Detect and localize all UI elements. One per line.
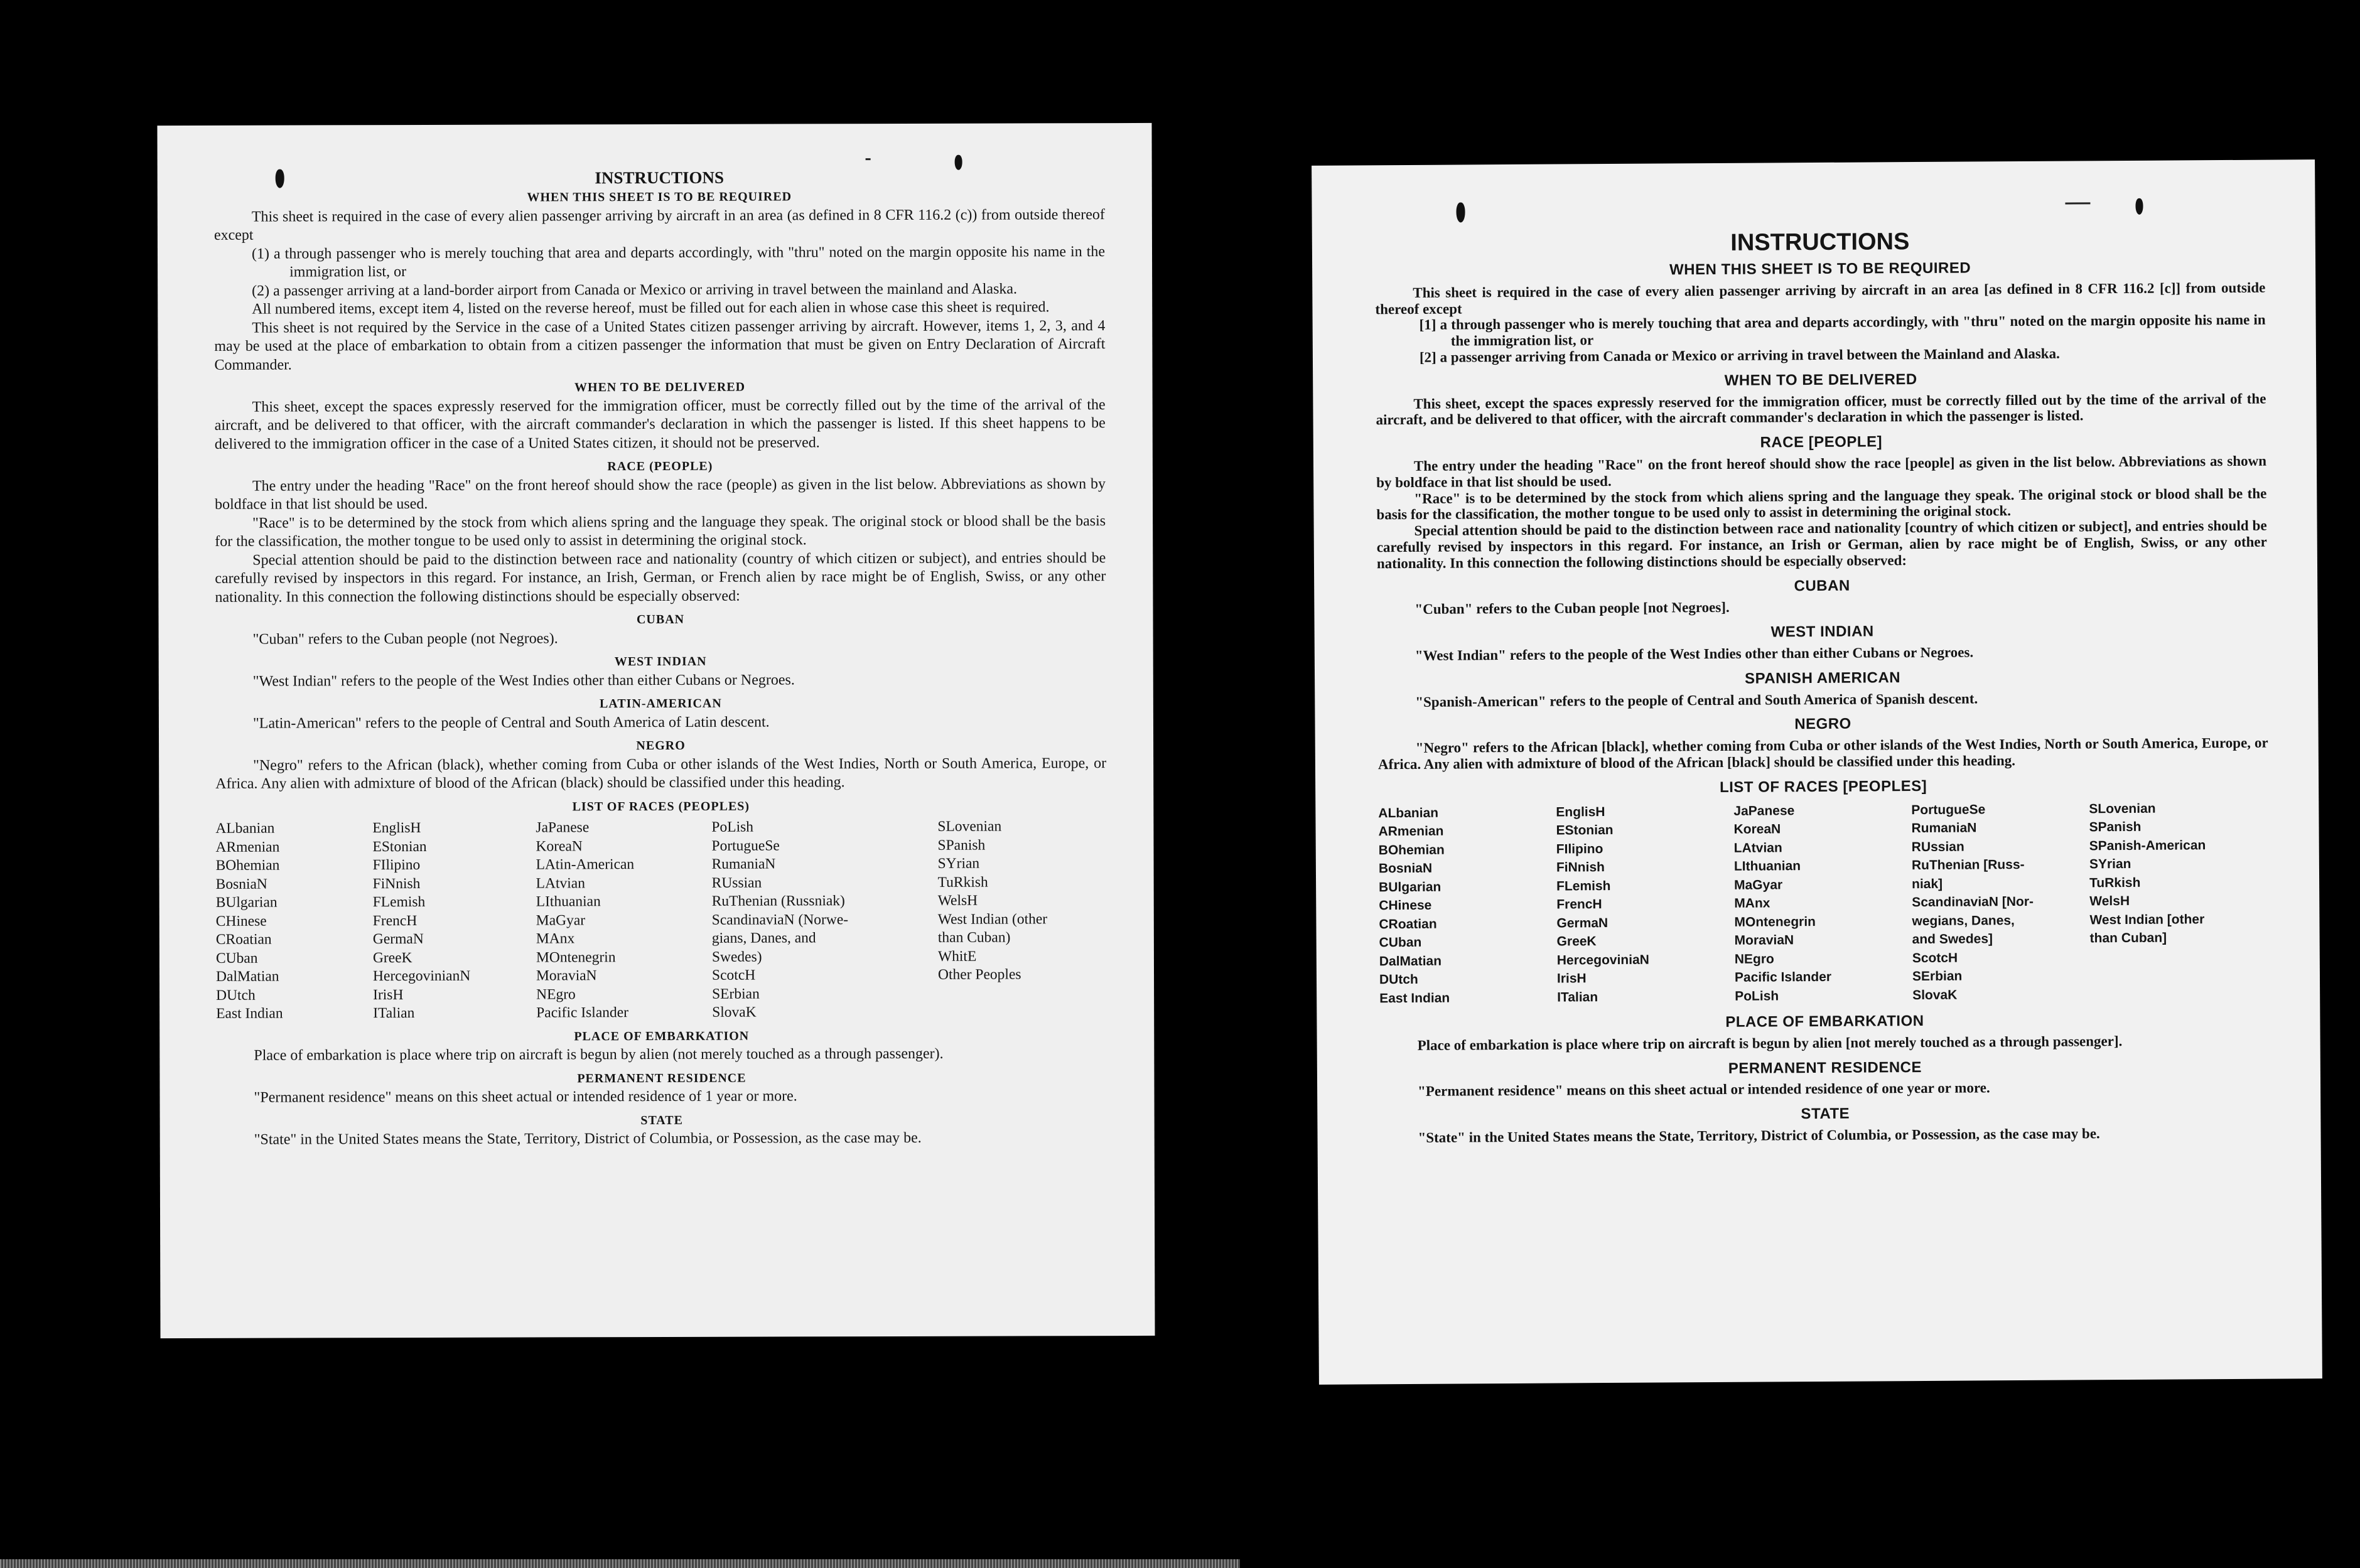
race-item: IrisH: [373, 986, 404, 1003]
section-heading: PERMANENT RESIDENCE: [577, 1071, 746, 1085]
race-item: NEgro: [1734, 951, 1774, 967]
race-item: ALbanian: [215, 820, 275, 837]
not-required-paragraph: This sheet is not required by the Service in the case of a United States citizen passenger arriving by aircraft. However, items 1, 2, 3, and 4 may be used at the place of embarkation to obtain from a citizen passenger the information that must be given on Entry Declaration of Aircraft Commander.: [214, 317, 1106, 373]
intro-paragraph: This sheet is required in the case of every alien passenger arriving by aircraft in an area [as defined in 8 CFR 116.2 [c]] from outside thereof except: [1375, 279, 2266, 317]
race-item: Pacific Islander: [1734, 969, 1832, 985]
race-item: GreeK: [1556, 934, 1597, 949]
race-item: MAnx: [536, 930, 575, 947]
race-item: LAtin-American: [536, 856, 635, 873]
race-item: ScandinaviaN [Nor- wegians, Danes, and Swedes]: [1912, 894, 2034, 947]
race-item: PoLish: [711, 819, 754, 835]
section-heading: PERMANENT RESIDENCE: [1728, 1058, 1922, 1077]
exception-clause-1: [1] a through passenger who is merely touching that area and departs accordingly, with "thru" noted on the margin opposite his name in the immigration list, or: [1419, 312, 2266, 349]
section-heading: NEGRO: [1794, 715, 1851, 733]
race-item: MaGyar: [1734, 877, 1783, 893]
race-item: GermaN: [372, 930, 424, 948]
race-item: MOntenegrin: [1734, 914, 1816, 930]
race-item: CHinese: [1379, 898, 1432, 913]
race-item: FIlipino: [1556, 841, 1603, 857]
section-heading: WEST INDIAN: [1770, 623, 1874, 641]
when-delivered-paragraph: This sheet, except the spaces expressly reserved for the immigration officer, must be correctly filled out by the time of the arrival of the aircraft, and be delivered to that officer, with the aircraft commander's declaration in which the passenger is listed. If this sheet happens to be delivered to the immigration officer in the case of a United States citizen, it should not be preserved.: [214, 396, 1106, 453]
race-list: [1378, 798, 2270, 1007]
race-item: SErbian: [1912, 969, 1963, 984]
section-heading: STATE: [640, 1113, 683, 1127]
spanish-american-paragraph: "Spanish-American" refers to the people of Central and South America of Spanish descent.: [1415, 690, 1978, 710]
race-item: SPanish: [937, 837, 986, 854]
state-paragraph: "State" in the United States means the State, Territory, District of Columbia, or Possession, as the case may be.: [1418, 1125, 2100, 1146]
race-item: LAtvian: [536, 874, 585, 892]
section-heading: WHEN THIS SHEET IS TO BE REQUIRED: [527, 190, 792, 205]
race-item: JaPanese: [1733, 803, 1795, 819]
race-item: PortugueSe: [1911, 802, 1986, 817]
race-paragraph: Special attention should be paid to the distinction between race and nationality (country of which citizen or subject), and entries should be carefully revised by inspectors in this regard. For instance, an Irish, German, or French alien by race might be of English, Swiss, or any other nationality. In this connection the following distinctions should be especially observed:: [215, 549, 1106, 606]
section-heading: WEST INDIAN: [614, 654, 707, 669]
race-item: KoreaN: [536, 837, 583, 855]
race-item: SPanish: [2089, 819, 2142, 835]
section-heading: LATIN-AMERICAN: [599, 696, 722, 711]
punch-mark: [2135, 198, 2143, 215]
race-item: CRoatian: [1379, 916, 1437, 932]
race-item: DalMatian: [215, 968, 279, 985]
punch-mark: [1456, 202, 1465, 222]
race-item: CUban: [215, 950, 258, 967]
race-list-column: [372, 819, 536, 1023]
race-item: EnglisH: [372, 819, 421, 837]
race-item: EnglisH: [1556, 804, 1605, 820]
state-paragraph: "State" in the United States means the State, Territory, District of Columbia, or Possession, as the case may be.: [254, 1129, 922, 1148]
race-item: NEgro: [536, 985, 576, 1003]
section-heading: LIST OF RACES (PEOPLES): [572, 799, 750, 814]
race-item: BOhemian: [215, 857, 280, 874]
race-item: BOhemian: [1378, 842, 1445, 857]
race-item: ARmenian: [1378, 824, 1444, 839]
section-heading: PLACE OF EMBARKATION: [1725, 1012, 1924, 1031]
race-item: SYrian: [937, 855, 980, 872]
race-item: ITalian: [373, 1005, 415, 1022]
race-item: WelsH: [937, 892, 978, 909]
race-list-column: [1911, 800, 2090, 1004]
section-heading: STATE: [1801, 1105, 1850, 1123]
race-paragraph: The entry under the heading "Race" on the front hereof should show the race [people] as given in the list below. Abbreviations as shown by boldface in that list should be used.: [1376, 453, 2267, 491]
race-item: HercegoviniaN: [1556, 952, 1649, 968]
west-indian-paragraph: "West Indian" refers to the people of the West Indies other than either Cubans or Negroes.: [252, 671, 795, 690]
race-list-column: [1556, 802, 1735, 1006]
exception-clause-1: (1) a through passenger who is merely touching that area and departs accordingly, with "thru" noted on the margin opposite his name in the immigration list, or: [251, 243, 1106, 281]
race-item: LIthuanian: [1733, 859, 1801, 874]
section-heading: CUBAN: [1794, 577, 1850, 594]
race-item: SErbian: [712, 985, 760, 1002]
race-item: MAnx: [1734, 896, 1770, 911]
race-list-column: [1378, 803, 1557, 1007]
race-item: SlovaK: [1912, 987, 1958, 1002]
race-item: CRoatian: [215, 931, 272, 948]
cuban-paragraph: "Cuban" refers to the Cuban people (not Negroes).: [252, 630, 558, 648]
race-item: RumaniaN: [711, 856, 776, 873]
section-heading: NEGRO: [636, 738, 686, 753]
latin-american-paragraph: "Latin-American" refers to the people of Central and South America of Latin descent.: [252, 714, 770, 732]
residence-paragraph: "Permanent residence" means on this sheet actual or intended residence of 1 year or more.: [254, 1088, 797, 1106]
race-item: FiNnish: [372, 875, 421, 892]
race-item: CHinese: [215, 913, 267, 930]
race-item: IrisH: [1556, 971, 1587, 986]
race-item: FrencH: [1556, 897, 1602, 912]
race-item: SLovenian: [2089, 801, 2156, 816]
embarkation-paragraph: Place of embarkation is place where trip on aircraft is begun by alien (not merely touched as a through passenger).: [254, 1045, 944, 1064]
race-item: East Indian: [216, 1005, 283, 1022]
race-item: BUlgarian: [215, 894, 277, 911]
west-indian-paragraph: "West Indian" refers to the people of the West Indies other than either Cubans or Negroes.: [1414, 644, 1974, 663]
race-item: PortugueSe: [711, 837, 780, 854]
exception-clause-2: [2] a passenger arriving from Canada or Mexico or arriving in travel between the Mainland and Alaska.: [1419, 345, 2060, 365]
race-list-column: [536, 819, 712, 1023]
race-item: DalMatian: [1379, 953, 1442, 969]
race-item: FLemish: [372, 893, 426, 911]
race-list-column: [937, 817, 1101, 1021]
race-item: GermaN: [1556, 915, 1608, 931]
race-list-column: [711, 818, 938, 1022]
race-list-column: [215, 819, 373, 1023]
race-item: EStonian: [1556, 822, 1614, 838]
race-item: ScandinaviaN (Norwe- gians, Danes, and Swedes): [711, 911, 849, 965]
race-item: EStonian: [372, 838, 427, 855]
section-heading: SPANISH AMERICAN: [1744, 669, 1901, 687]
race-item: ALbanian: [1378, 805, 1439, 820]
section-heading: LIST OF RACES [PEOPLES]: [1719, 777, 1927, 796]
race-item: FLemish: [1556, 878, 1611, 894]
race-item: RUssian: [1911, 839, 1964, 854]
race-list: [215, 817, 1107, 1023]
exception-clause-2: (2) a passenger arriving at a land-border airport from Canada or Mexico or arriving in travel between the mainland and Alaska.: [252, 280, 1018, 299]
race-item: BosniaN: [1378, 861, 1433, 876]
section-heading: CUBAN: [636, 612, 685, 627]
race-item: Pacific Islander: [536, 1004, 629, 1021]
race-item: JaPanese: [536, 819, 590, 836]
race-item: FiNnish: [1556, 860, 1605, 875]
race-item: MOntenegrin: [536, 948, 616, 966]
page-title: INSTRUCTIONS: [1730, 228, 1910, 256]
race-item: FIlipino: [372, 856, 421, 874]
race-item: RUssian: [711, 874, 762, 891]
race-item: SPanish-American: [2089, 837, 2206, 853]
race-item: SlovaK: [712, 1004, 757, 1021]
race-item: GreeK: [372, 949, 412, 966]
page-mark: [866, 158, 871, 160]
race-item: RuThenian [Russ- niak]: [1911, 857, 2025, 891]
when-delivered-paragraph: This sheet, except the spaces expressly reserved for the immigration officer, must be correctly filled out by the time of the arrival of the aircraft, and be delivered to that officer, with the aircraft commander's declaration in which the passenger is listed.: [1376, 390, 2266, 428]
section-heading: WHEN TO BE DELIVERED: [1724, 370, 1917, 389]
page-mark: [2065, 202, 2090, 204]
residence-paragraph: "Permanent residence" means on this sheet actual or intended residence of one year or more.: [1418, 1080, 1990, 1100]
section-heading: PLACE OF EMBARKATION: [574, 1029, 750, 1043]
race-list-column: [2089, 798, 2268, 1003]
race-item: TuRkish: [2089, 875, 2141, 890]
race-item: East Indian: [1379, 991, 1450, 1006]
punch-mark: [276, 169, 284, 188]
race-item: CUban: [1379, 935, 1422, 950]
punch-mark: [955, 155, 962, 170]
race-item: DUtch: [1379, 972, 1418, 987]
race-item: TuRkish: [937, 874, 988, 891]
race-item: BUlgarian: [1379, 879, 1441, 894]
instruction-sheet-left: [157, 123, 1155, 1338]
section-heading: WHEN TO BE DELIVERED: [574, 380, 746, 395]
race-item: ARmenian: [215, 839, 280, 856]
section-heading: RACE [PEOPLE]: [1760, 433, 1883, 451]
race-paragraph: The entry under the heading "Race" on the front hereof should show the race (people) as given in the list below. Abbreviations as shown by boldface in that list should be used.: [215, 475, 1106, 513]
negro-paragraph: "Negro" refers to the African [black], whether coming from Cuba or other islands of the West Indies, North or South America, Europe, or Africa. Any alien with admixture of blood of the African [black] should be classified under this heading.: [1377, 734, 2268, 773]
embarkation-paragraph: Place of embarkation is place where trip on aircraft is begun by alien [not merely touched as a through passenger].: [1417, 1033, 2123, 1053]
race-item: ScotcH: [1912, 950, 1958, 965]
race-paragraph: Special attention should be paid to the distinction between race and nationality [country of which citizen or subject], and entries should be carefully revised by inspectors in this regard. For instance, an Irish or German, alien by race might be of English, Swiss, or any other nationality. In this connection the following distinctions should be especially observed:: [1376, 517, 2267, 572]
page-title: INSTRUCTIONS: [595, 168, 725, 188]
section-heading: RACE (PEOPLE): [607, 459, 713, 474]
race-item: SYrian: [2089, 856, 2131, 872]
section-heading: WHEN THIS SHEET IS TO BE REQUIRED: [1669, 259, 1971, 279]
race-item: DUtch: [216, 987, 256, 1004]
race-item: RuThenian (Russniak): [711, 893, 845, 910]
race-item: BosniaN: [215, 876, 267, 893]
race-item: WhitE: [937, 948, 977, 965]
race-item: MoraviaN: [536, 967, 597, 984]
race-item: MoraviaN: [1734, 933, 1794, 948]
race-item: West Indian (other than Cuban): [937, 910, 1048, 946]
race-item: RumaniaN: [1911, 820, 1977, 836]
race-list-column: [1733, 801, 1912, 1006]
cuban-paragraph: "Cuban" refers to the Cuban people [not Negroes].: [1414, 599, 1730, 618]
race-item: HercegovinianN: [372, 967, 471, 985]
race-item: Other Peoples: [937, 966, 1021, 983]
race-item: MaGyar: [536, 911, 586, 929]
race-item: FrencH: [372, 912, 418, 929]
intro-paragraph: This sheet is required in the case of every alien passenger arriving by aircraft in an area (as defined in 8 CFR 116.2 (c)) from outside thereof except: [213, 206, 1105, 244]
negro-paragraph: "Negro" refers to the African (black), whether coming from Cuba or other islands of the West Indies, North or South America, Europe, or Africa. Any alien with admixture of blood of the African (black) should be classified under this heading.: [215, 754, 1107, 792]
numbered-items-paragraph: All numbered items, except item 4, listed on the reverse hereof, must be filled out for each alien in whose case this sheet is required.: [252, 299, 1050, 318]
scan-edge-strip: [0, 1559, 1240, 1568]
race-paragraph: "Race" is to be determined by the stock from which aliens spring and the language they speak. The original stock or blood shall be the basis for the classification, the mother tongue to be used only to assist in determining the original stock.: [215, 512, 1106, 550]
race-item: SLovenian: [937, 818, 1002, 835]
race-paragraph: "Race" is to be determined by the stock from which aliens spring and the language they speak. The original stock or blood shall be the basis for the classification, the mother tongue to be used only to assist in determining the original stock.: [1376, 485, 2267, 523]
race-item: ITalian: [1557, 989, 1598, 1005]
instruction-sheet-right: [1312, 159, 2322, 1385]
race-item: West Indian [other than Cuban]: [2089, 911, 2205, 946]
race-item: KoreaN: [1733, 822, 1781, 837]
race-item: LIthuanian: [536, 893, 601, 910]
race-item: PoLish: [1735, 988, 1779, 1004]
race-item: ScotcH: [711, 967, 756, 984]
race-item: LAtvian: [1733, 840, 1782, 856]
race-item: WelsH: [2089, 893, 2130, 909]
